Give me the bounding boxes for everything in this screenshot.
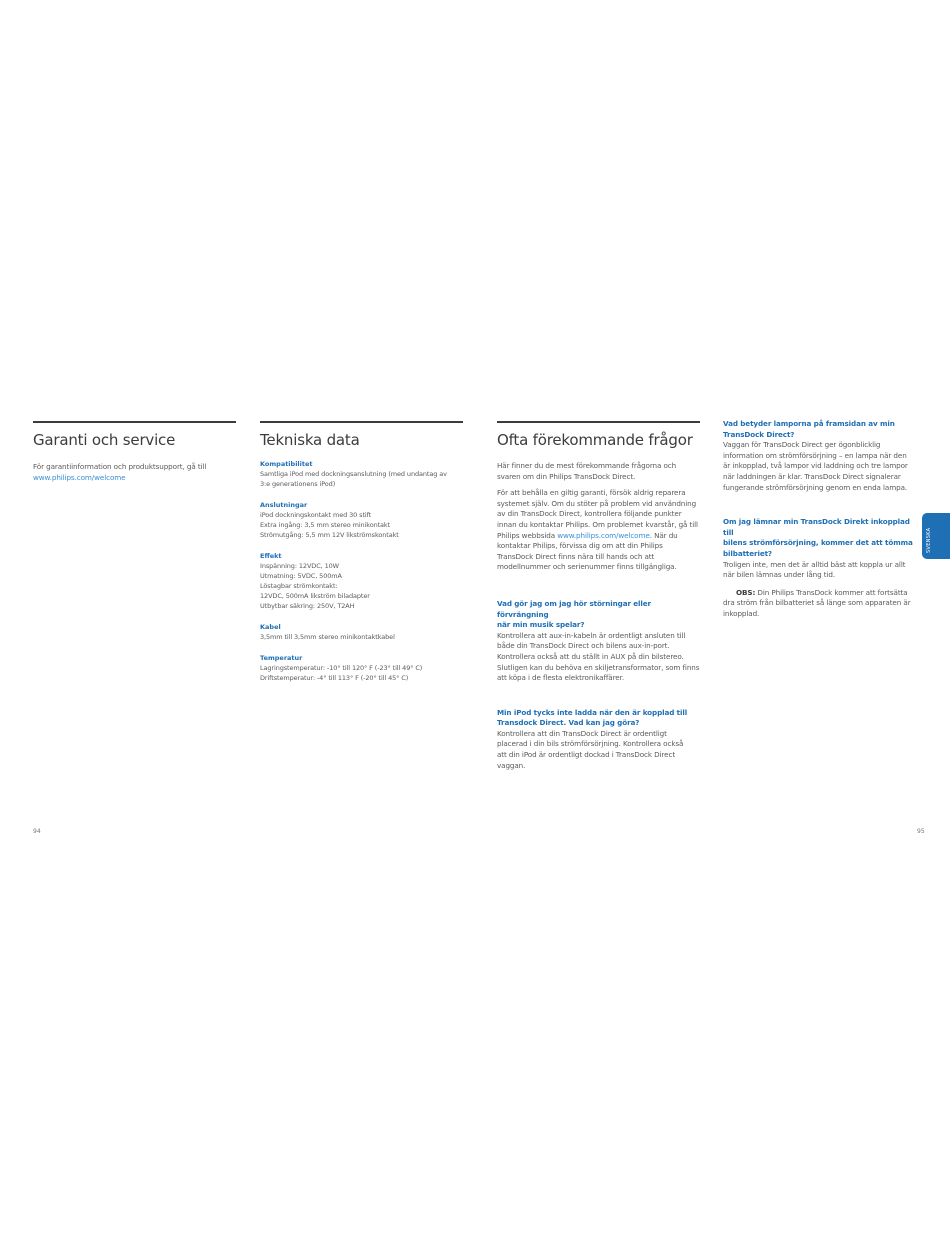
spec-line: Strömutgång: 5,5 mm 12V likströmskontakt bbox=[260, 531, 399, 539]
faq-answer-line: information om strömförsörjning – en lampa när den bbox=[723, 450, 907, 460]
faq-question-line: Vad betyder lamporna på framsidan av min bbox=[723, 419, 895, 428]
faq-question-line: bilbatteriet? bbox=[723, 548, 773, 558]
spec-lines bbox=[260, 663, 463, 683]
spec-heading: Kompatibilitet bbox=[260, 460, 313, 468]
faq-question bbox=[723, 517, 915, 559]
faq-paragraph: För att behålla en giltig garanti, försök aldrig reparera systemet själv. Om du stöter på problem vid användning av din TransDock Direct, kontrollera följande punkter innan du kontaktar Philips. Om problemet kvarstår, gå till Philips webbsida www.philips.com/welcome. När du kontaktar Philips, förvissa dig om att din Philips TransDock Direct finns nära till hands och att modellnummer och serienummer finns tillgängliga. bbox=[497, 488, 698, 572]
faq-paragraph-line: För att behålla en giltig garanti, försök aldrig reparera bbox=[497, 488, 686, 498]
spec-group bbox=[260, 500, 463, 540]
faq-intro-line: svaren om din Philips TransDock Direct. bbox=[497, 471, 636, 481]
faq-section bbox=[497, 421, 700, 771]
faq-answer-line: fungerande strömförsörjning genom en enda lampa. bbox=[723, 482, 908, 492]
faq-question-line: Vad gör jag om jag hör störningar eller förvrängning bbox=[497, 598, 652, 619]
spec-group bbox=[260, 551, 463, 611]
faq-answer-line: att din iPod är ordentligt dockad i TransDock Direct bbox=[497, 750, 676, 760]
faq-answer-line: Kontrollera att din TransDock Direct är ordentligt bbox=[497, 728, 667, 738]
obs-note: OBS: Din Philips TransDock kommer att fortsätta dra ström från bilbatteriet så länge som apparaten är inkopplad. bbox=[723, 587, 911, 618]
faq-question-line: när min musik spelar? bbox=[497, 620, 585, 630]
language-tab-label: SVENSKA bbox=[926, 527, 932, 553]
obs-line: inkopplad. bbox=[723, 608, 760, 618]
divider bbox=[33, 421, 236, 423]
faq-answer-line: placerad i din bils strömförsörjning. Kontrollera också bbox=[497, 739, 684, 749]
faq-continued-section bbox=[723, 419, 915, 620]
faq-question-line: Transdock Direct. Vad kan jag göra? bbox=[497, 718, 640, 728]
spec-lines bbox=[260, 510, 463, 540]
spec-line: 12VDC, 500mA likström biladapter bbox=[260, 592, 370, 600]
divider bbox=[497, 421, 700, 423]
language-tab[interactable] bbox=[922, 513, 950, 559]
faq-answer-line: är inkopplad, två lampor vid laddning och tre lampor bbox=[723, 461, 908, 471]
faq-answer-line: både din TransDock Direct och bilens aux-in-port. bbox=[497, 641, 670, 651]
faq-question-line: Om jag lämnar min TransDock Direkt inkopplad till bbox=[723, 517, 910, 537]
faq-answer bbox=[723, 560, 915, 581]
spec-line: 3:e generationens iPod) bbox=[260, 480, 336, 488]
obs-label: OBS: bbox=[736, 587, 756, 597]
faq-qa-list bbox=[497, 599, 700, 771]
divider bbox=[260, 421, 463, 423]
warranty-section bbox=[33, 421, 236, 483]
tech-title: Tekniska data bbox=[260, 431, 360, 449]
faq-item bbox=[723, 419, 915, 493]
spec-heading: Kabel bbox=[260, 623, 281, 631]
faq-question bbox=[723, 419, 915, 440]
faq-intro-line: Här finner du de mest förekommande frågorna och bbox=[497, 461, 677, 470]
faq-answer-line: Kontrollera att aux-in-kabeln är ordentligt ansluten till bbox=[497, 630, 686, 640]
faq-paragraph-line: av din TransDock Direct, kontrollera följande punkter bbox=[497, 509, 682, 519]
spec-line: Driftstemperatur: -4° till 113° F (-20° till 45° C) bbox=[260, 674, 409, 682]
spec-line: Utbytbar säkring: 250V, T2AH bbox=[260, 602, 355, 610]
spec-line: 3,5mm till 3,5mm stereo minikontaktkabel bbox=[260, 633, 395, 641]
spec-line: Utmatning: 5VDC, 500mA bbox=[260, 572, 342, 580]
faq-answer bbox=[723, 440, 915, 493]
faq-answer-line: Slutligen kan du behöva en skiljetransformator, som finns bbox=[497, 662, 700, 672]
faq-intro bbox=[497, 461, 700, 482]
faq-paragraph-line: kontaktar Philips, förvissa dig om att din Philips bbox=[497, 541, 663, 551]
faq-paragraph-line: modellnummer och serienummer finns tillgängliga. bbox=[497, 562, 677, 572]
spec-line: Inspänning: 12VDC, 10W bbox=[260, 562, 339, 570]
faq-item bbox=[497, 599, 700, 684]
faq-title: Ofta förekommande frågor bbox=[497, 431, 693, 449]
spec-line: Lagringstemperatur: -10° till 120° F (-23° till 49° C) bbox=[260, 664, 423, 672]
spec-heading: Anslutningar bbox=[260, 501, 308, 509]
spec-heading: Temperatur bbox=[260, 654, 303, 662]
faq-question-line: bilens strömförsörjning, kommer det att tömma bbox=[723, 538, 913, 548]
faq-paragraph-line: systemet själv. Om du stöter på problem vid användning bbox=[497, 498, 697, 508]
page-number-left: 94 bbox=[33, 828, 41, 835]
faq-question-line: TransDock Direct? bbox=[723, 429, 795, 439]
faq-answer-line: Vaggan för TransDock Direct ger ögonblicklig bbox=[723, 440, 881, 450]
spec-line: iPod dockningskontakt med 30 stift bbox=[260, 511, 372, 519]
faq-answer-line: när bilen lämnas under lång tid. bbox=[723, 570, 836, 580]
spec-lines bbox=[260, 561, 463, 611]
faq-question bbox=[497, 708, 700, 729]
warranty-title: Garanti och service bbox=[33, 431, 176, 449]
faq-answer-line: att köpa i de flesta elektronikaffärer. bbox=[497, 673, 625, 683]
faq-question bbox=[497, 599, 700, 631]
tech-section bbox=[260, 421, 463, 683]
spec-group bbox=[260, 622, 463, 642]
tech-spec-list bbox=[260, 459, 463, 683]
warranty-text: För garantiinformation och produktsupport, gå till www.philips.com/welcome bbox=[33, 462, 207, 482]
faq-answer bbox=[497, 729, 700, 771]
spec-group bbox=[260, 459, 463, 489]
faq-answer bbox=[497, 631, 700, 684]
warranty-link[interactable]: www.philips.com/welcome bbox=[33, 472, 126, 482]
spec-line: Samtliga iPod med dockningsanslutning (med undantag av bbox=[260, 470, 447, 478]
faq-item bbox=[497, 708, 700, 772]
obs-line: dra ström från bilbatteriet så länge som apparaten är bbox=[723, 598, 911, 608]
spec-heading: Effekt bbox=[260, 552, 282, 560]
spec-group bbox=[260, 653, 463, 683]
faq-answer-line: Kontrollera också att du ställt in AUX på din bilstereo. bbox=[497, 651, 684, 661]
page-number-right: 95 bbox=[917, 828, 925, 835]
faq-answer-line: vaggan. bbox=[497, 760, 526, 770]
spec-line: Löstagbar strömkontakt: bbox=[260, 582, 338, 590]
faq-paragraph-line: innan du kontaktar Philips. Om problemet kvarstår, gå till bbox=[497, 519, 698, 529]
faq-paragraph-line: TransDock Direct finns nära till hands och att bbox=[497, 551, 655, 561]
spec-lines bbox=[260, 469, 463, 489]
spec-line: Extra ingång: 3,5 mm stereo minikontakt bbox=[260, 521, 391, 529]
spec-lines bbox=[260, 632, 463, 642]
faq-continued-list bbox=[723, 419, 915, 581]
faq-item bbox=[723, 517, 915, 581]
faq-answer-line: Troligen inte, men det är alltid bäst att koppla ur allt bbox=[723, 559, 906, 569]
faq-support-link[interactable]: www.philips.com/welcome bbox=[557, 530, 650, 540]
faq-question-line: Min iPod tycks inte ladda när den är kopplad till bbox=[497, 707, 688, 717]
faq-answer-line: när laddningen är klar. TransDock Direct signalerar bbox=[723, 471, 901, 481]
